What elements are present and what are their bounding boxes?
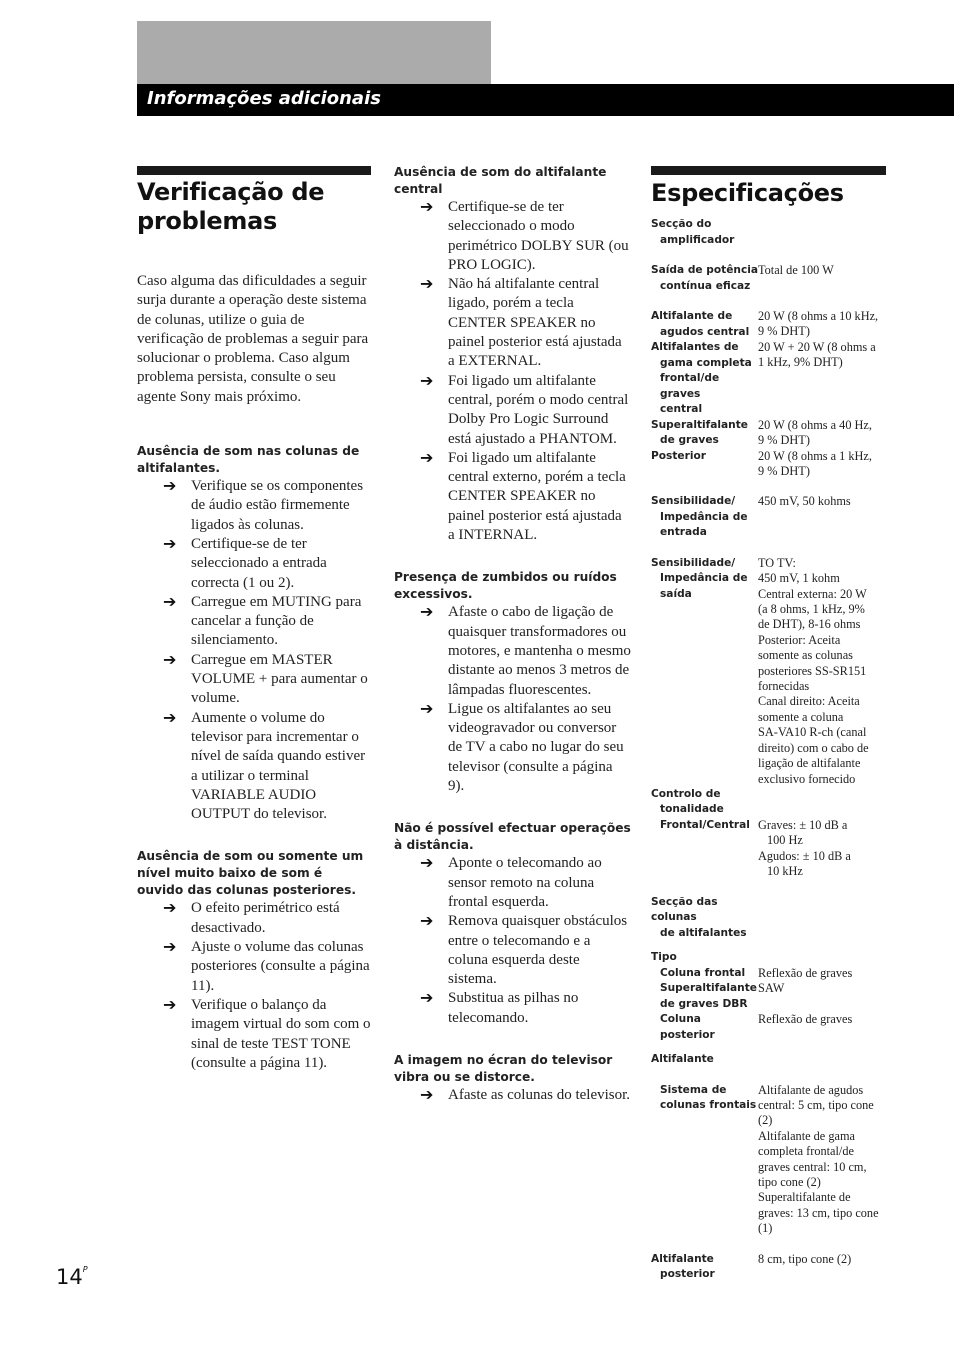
trouble-item-text: Foi ligado um altifalante central, porém o modo central Dolby Pro Logic Surround está ajustado a PHANTOM. <box>448 372 629 447</box>
arrow-right-icon: ➔ <box>420 447 434 467</box>
arrow-right-icon: ➔ <box>163 533 177 553</box>
spec-value <box>758 556 886 787</box>
spec-value-line: 20 W + 20 W (8 ohms a <box>758 340 876 354</box>
trouble-section <box>137 848 371 1073</box>
trouble-item <box>137 938 371 996</box>
spec-value-line: direito) com o cabo de <box>758 740 869 755</box>
trouble-item <box>394 912 632 989</box>
spec-value <box>758 1012 886 1027</box>
trouble-item <box>394 372 632 449</box>
spec-value <box>758 818 886 880</box>
spec-value-line: Canal direito: Aceita <box>758 694 860 709</box>
title-line-1: Verificação de <box>137 178 325 206</box>
spec-value-line: (2) <box>758 1113 773 1128</box>
spec-label-line: Tipo <box>651 951 677 964</box>
spec-row <box>651 895 886 942</box>
trouble-item-text: Carregue em MUTING para cancelar a função de silenciamento. <box>191 593 362 649</box>
troubleshooting-column-2 <box>394 164 632 1105</box>
spec-label-line: Impedância de <box>660 572 748 585</box>
trouble-item <box>394 989 632 1028</box>
spec-value-line: 8 cm, tipo cone (2) <box>758 1251 852 1266</box>
spec-label <box>651 340 758 418</box>
spec-row <box>651 950 886 966</box>
spec-value-line: 20 W (8 ohms a 10 kHz, <box>758 309 879 323</box>
title-rule <box>137 166 371 175</box>
spec-row <box>651 1252 886 1283</box>
spec-label <box>651 966 758 982</box>
spec-label-line: Posterior <box>651 449 706 462</box>
trouble-item-text: Verifique se os componentes de áudio estão firmemente ligados às colunas. <box>191 478 364 533</box>
arrow-right-icon: ➔ <box>420 1084 434 1104</box>
spec-label-line: posterior <box>660 1268 715 1281</box>
spec-value-line: SA-VA10 R-ch (canal <box>758 725 867 740</box>
spec-value-line: somente as colunas <box>758 648 853 663</box>
spec-label-line: Sensibilidade/ <box>651 556 736 569</box>
section-heading: Ausência de som do altifalante central <box>394 165 607 196</box>
spec-label <box>651 895 758 942</box>
trouble-item-text: Remova quaisquer obstáculos entre o telecomando e a coluna esquerda deste sistema. <box>448 913 628 988</box>
trouble-section <box>137 443 371 824</box>
spec-value-line: central: 5 cm, tipo cone <box>758 1097 874 1112</box>
spec-label-line: tonalidade <box>660 803 724 816</box>
intro-paragraph: Caso alguma das dificuldades a seguir surja durante a operação deste sistema de colunas, utilize o guia de verificação de problemas a seguir para solucionar o problema. Caso algum problema persista, consulte o seu agente Sony mais próximo. <box>137 273 369 405</box>
spec-label-line: gama completa <box>660 356 752 369</box>
trouble-item-text: Aumente o volume do televisor para incrementar o nível de saída quando estiver a utilizar o terminal VARIABLE AUDIO OUTPUT do televisor. <box>191 709 366 823</box>
arrow-right-icon: ➔ <box>420 602 434 622</box>
arrow-right-icon: ➔ <box>420 698 434 718</box>
spec-value <box>758 1252 886 1267</box>
spec-label <box>651 263 758 294</box>
spec-label <box>651 818 758 834</box>
spec-value-line: de DHT), 8-16 ohms <box>758 617 861 632</box>
arrow-right-icon: ➔ <box>163 707 177 727</box>
arrow-right-icon: ➔ <box>163 591 177 611</box>
section-heading: Ausência de som nas colunas de altifalantes. <box>137 444 360 476</box>
spec-value-line: 9 % DHT) <box>758 432 810 447</box>
spec-label <box>651 950 758 966</box>
spec-value-line: Superaltifalante de <box>758 1190 851 1205</box>
spec-value-line: 100 Hz <box>767 833 803 848</box>
spec-label-line: Impedância de <box>660 510 748 523</box>
spec-row <box>651 217 886 248</box>
spec-value-line: Reflexão de graves <box>758 965 853 980</box>
arrow-right-icon: ➔ <box>163 649 177 669</box>
title-line-2: problemas <box>137 207 277 235</box>
trouble-item-text: Afaste as colunas do televisor. <box>448 1086 631 1103</box>
spec-value-line: 20 W (8 ohms a 40 Hz, <box>758 417 872 432</box>
trouble-item <box>137 651 371 709</box>
spec-value-line: graves central: 10 cm, <box>758 1159 867 1174</box>
trouble-section <box>394 569 632 796</box>
spec-label <box>651 1052 758 1068</box>
spec-row <box>651 981 886 1012</box>
spec-value-line: 450 mV, 1 kohm <box>758 571 840 586</box>
spec-label-line: Altifalante de <box>651 310 733 322</box>
header-gray-block <box>137 21 491 84</box>
spec-value-line: 1 kHz, 9% DHT) <box>758 355 843 370</box>
spec-value-line: 20 W (8 ohms a 1 kHz, <box>758 448 872 463</box>
trouble-item <box>394 275 632 371</box>
arrow-right-icon: ➔ <box>163 898 177 918</box>
spec-label-line: de graves <box>660 434 719 446</box>
spec-row <box>651 1052 886 1068</box>
spec-label-line: Secção do <box>651 218 712 230</box>
spec-value-line: posteriores SS-SR151 <box>758 663 867 678</box>
spec-row <box>651 309 886 340</box>
spec-label <box>651 787 758 818</box>
spec-row <box>651 818 886 880</box>
spec-value-line: TO TV: <box>758 555 796 570</box>
section-heading: A imagem no écran do televisor vibra ou se distorce. <box>394 1052 613 1084</box>
troubleshooting-column <box>137 166 371 1073</box>
spec-label-line: entrada <box>660 526 707 539</box>
spec-label-line: de graves DBR <box>660 997 748 1010</box>
spec-label <box>651 1083 758 1114</box>
arrow-right-icon: ➔ <box>420 370 434 390</box>
spec-value-line: fornecidas <box>758 679 810 694</box>
trouble-section <box>394 164 632 545</box>
trouble-item <box>394 700 632 796</box>
trouble-item <box>137 593 371 651</box>
spec-value <box>758 340 886 371</box>
trouble-item-text: Afaste o cabo de ligação de quaisquer transformadores ou motores, e mantenha o mesmo distante ao menos 3 metros de lâmpadas fluorescentes. <box>448 604 631 698</box>
spec-row <box>651 966 886 982</box>
spec-value-line: Posterior: Aceita <box>758 632 841 647</box>
trouble-item-text: Verifique o balanço da imagem virtual do som com o sinal de teste TEST TONE (consulte a página 11). <box>191 996 371 1071</box>
spec-row <box>651 418 886 449</box>
trouble-item-text: Não há altifalante central ligado, porém a tecla CENTER SPEAKER no painel posterior está ajustada a EXTERNAL. <box>448 276 622 370</box>
spec-row <box>651 449 886 480</box>
spec-value-line: Agudos: ± 10 dB a <box>758 848 851 863</box>
spec-row <box>651 556 886 787</box>
spec-label <box>651 449 758 465</box>
section-title: Informações adicionais <box>147 88 381 109</box>
spec-value-line: 10 kHz <box>767 864 803 879</box>
spec-label <box>651 1252 758 1283</box>
spec-label-line: de altifalantes <box>660 926 747 939</box>
spec-value-line: ligação de altifalante <box>758 756 861 771</box>
trouble-item <box>137 535 371 593</box>
spec-value-line: exclusivo fornecido <box>758 771 856 786</box>
spec-value-line: somente a coluna <box>758 709 844 724</box>
section-heading: Não é possível efectuar operações à distância. <box>394 821 631 853</box>
arrow-right-icon: ➔ <box>163 994 177 1014</box>
trouble-item <box>137 996 371 1073</box>
page-title <box>137 178 371 236</box>
spec-label-line: Superaltifalante <box>651 418 748 431</box>
spec-label-line: amplificador <box>660 233 735 246</box>
spec-value <box>758 1083 886 1237</box>
spec-value <box>758 966 886 981</box>
spec-table <box>651 217 886 1283</box>
spec-label <box>651 309 758 340</box>
trouble-item <box>137 477 371 535</box>
arrow-right-icon: ➔ <box>163 937 177 957</box>
spec-value-line: Reflexão de graves <box>758 1012 853 1027</box>
spec-value <box>758 449 886 480</box>
spec-value-line: 9 % DHT) <box>758 463 810 478</box>
spec-value-line: graves: 13 cm, tipo cone <box>758 1205 879 1220</box>
page-number-value: 14 <box>56 1265 83 1289</box>
spec-row <box>651 1083 886 1237</box>
spec-label-line: Sensibilidade/ <box>651 495 736 508</box>
spec-value-line: tipo cone (2) <box>758 1174 821 1189</box>
trouble-item-text: Carregue em MASTER VOLUME + para aumentar o volume. <box>191 651 368 707</box>
spec-label-line: Sistema de <box>660 1083 727 1096</box>
spec-label <box>651 1012 758 1043</box>
spec-title: Especificações <box>651 179 844 207</box>
trouble-item <box>137 899 371 938</box>
specifications-column <box>651 166 886 1283</box>
spec-label-line: contínua eficaz <box>660 279 751 292</box>
page-number-suffix: P <box>82 1265 88 1274</box>
section-heading: Ausência de som ou somente um nível muito baixo de som é ouvido das colunas posteriores. <box>137 849 364 898</box>
trouble-item <box>394 449 632 545</box>
trouble-section <box>394 1052 632 1105</box>
trouble-item-text: Aponte o telecomando ao sensor remoto na coluna frontal esquerda. <box>448 855 602 910</box>
spec-label-line: Frontal/Central <box>660 818 750 831</box>
spec-label-line: frontal/de graves <box>660 372 720 400</box>
spec-label-line: Altifalante <box>651 1053 714 1066</box>
spec-value-line: Total de 100 W <box>758 263 834 277</box>
spec-value-line: (a 8 ohms, 1 kHz, 9% <box>758 602 865 617</box>
arrow-right-icon: ➔ <box>420 853 434 873</box>
trouble-item-text: O efeito perimétrico está desactivado. <box>191 900 340 936</box>
arrow-right-icon: ➔ <box>420 911 434 931</box>
spec-label <box>651 418 758 449</box>
arrow-right-icon: ➔ <box>420 274 434 294</box>
arrow-right-icon: ➔ <box>420 988 434 1008</box>
spec-row <box>651 1012 886 1043</box>
spec-value <box>758 263 886 278</box>
spec-label <box>651 981 758 1012</box>
spec-label-line: Altifalantes de <box>651 341 739 353</box>
spec-value-line: 450 mV, 50 kohms <box>758 494 851 509</box>
spec-value-line: Central externa: 20 W <box>758 586 867 601</box>
trouble-item <box>137 709 371 825</box>
spec-label-line: Controlo de <box>651 787 721 800</box>
spec-row <box>651 340 886 418</box>
trouble-item-text: Certifique-se de ter seleccionado a entrada correcta (1 ou 2). <box>191 535 327 591</box>
spec-label-line: Altifalante <box>651 1252 714 1265</box>
trouble-item-text: Ajuste o volume das colunas posteriores (consulte a página 11). <box>191 939 370 994</box>
trouble-item-text: Foi ligado um altifalante central externo, porém a tecla CENTER SPEAKER no painel posterior está ajustada a INTERNAL. <box>448 449 626 544</box>
spec-label-line: Coluna posterior <box>660 1013 715 1041</box>
spec-row <box>651 787 886 818</box>
trouble-item <box>394 854 632 912</box>
header-bar <box>137 84 954 116</box>
left-sections <box>137 443 371 1073</box>
spec-row <box>651 494 886 541</box>
spec-label <box>651 217 758 248</box>
spec-label <box>651 556 758 603</box>
spec-title-rule <box>651 166 886 175</box>
middle-sections <box>394 164 632 1105</box>
spec-label-line: agudos central <box>660 325 750 338</box>
spec-value-line: Altifalante de gama <box>758 1128 855 1143</box>
trouble-item <box>394 603 632 699</box>
spec-label-line: Coluna frontal <box>660 966 746 979</box>
spec-row <box>651 263 886 294</box>
trouble-item-text: Certifique-se de ter seleccionado o modo perimétrico DOLBY SUR (ou PRO LOGIC). <box>448 199 629 273</box>
spec-label-line: saída <box>660 587 692 600</box>
page-number <box>56 1265 88 1289</box>
spec-label-line: Secção das colunas <box>651 895 718 924</box>
spec-value <box>758 309 886 340</box>
spec-value-line: Altifalante de agudos <box>758 1082 864 1097</box>
spec-label <box>651 494 758 541</box>
spec-label-line: central <box>660 403 703 415</box>
spec-label-line: Superaltifalante <box>660 982 757 995</box>
spec-value <box>758 494 886 509</box>
spec-label-line: Saída de potência <box>651 264 758 276</box>
trouble-item-text: Ligue os altifalantes ao seu videogravador ou conversor de TV a cabo no lugar do seu televisor (consulte a página 9). <box>448 700 624 795</box>
spec-value <box>758 418 886 449</box>
spec-label-line: colunas frontais <box>660 1099 757 1112</box>
spec-value-line: 9 % DHT) <box>758 324 810 339</box>
spec-value-line: Graves: ± 10 dB a <box>758 817 848 832</box>
trouble-item <box>394 1086 632 1105</box>
trouble-item-text: Substitua as pilhas no telecomando. <box>448 990 579 1026</box>
arrow-right-icon: ➔ <box>163 476 177 496</box>
section-heading: Presença de zumbidos ou ruídos excessivos. <box>394 570 617 602</box>
trouble-item <box>394 198 632 275</box>
spec-value-line: completa frontal/de <box>758 1144 854 1159</box>
spec-value <box>758 981 886 996</box>
arrow-right-icon: ➔ <box>420 197 434 216</box>
trouble-section <box>394 820 632 1028</box>
spec-value-line: (1) <box>758 1221 773 1236</box>
spec-value-line: SAW <box>758 981 785 996</box>
